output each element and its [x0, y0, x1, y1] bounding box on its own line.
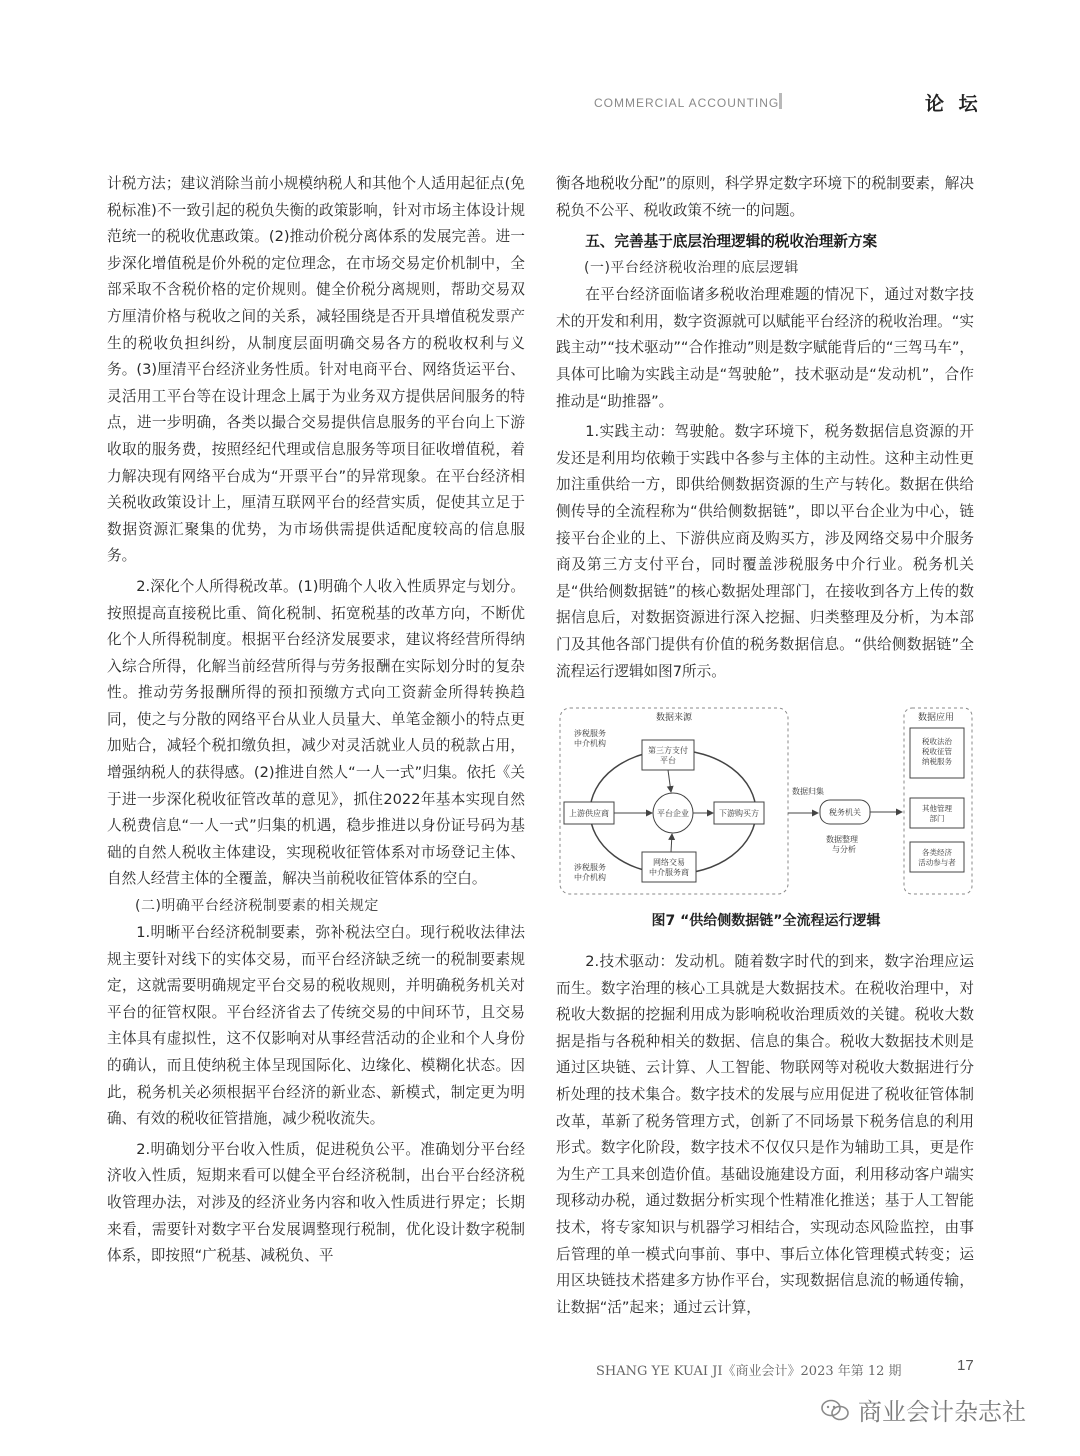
section-title: 论 坛	[925, 93, 982, 115]
watermark	[820, 1392, 1026, 1427]
section-heading: 五、完善基于底层治理逻辑的税收治理新方案	[585, 233, 878, 251]
data-analysis-label: 数据整理与分析	[826, 835, 858, 854]
figure-7-diagram	[556, 702, 976, 902]
figure-caption: 图7 “供给侧数据链”全流程运行逻辑	[651, 913, 881, 929]
upstream-label: 上游供应商	[569, 809, 609, 818]
left-column	[107, 171, 525, 1270]
paragraph: 1.明晰平台经济税制要素，弥补税法空白。现行税收法律法规主要针对线下的实体交易，而平台经济缺乏统一的税制要素规定，这就需要明确规定平台交易的税收规则，并明确税务机关对平台的征管权限。平台经济省去了传统交易的中间环节，且交易主体具有虚拟性，这不仅影响对从事经营活动的企业和个人身份的确认，而且使纳税主体呈现国际化、边缘化、模糊化状态。因此，税务机关必须根据平台经济的新业态、新模式，制定更为明确、有效的税收征管措施，减少税收流失。	[107, 924, 525, 1128]
data-collect-label: 数据归集	[792, 787, 824, 796]
node-app-participants	[910, 842, 964, 872]
tax-authority-label: 税务机关	[829, 808, 861, 817]
app-title: 数据应用	[918, 713, 955, 723]
node-network-agent	[642, 852, 696, 882]
svg-text:其他管理部门: 其他管理部门	[922, 804, 952, 823]
node-tax-agency-bottom: 涉税服务中介机构	[574, 863, 606, 882]
svg-text:网络交易中介服务商: 网络交易中介服务商	[649, 858, 689, 877]
paragraph: 1.实践主动：驾驶舱。数字环境下，税务数据信息资源的开发还是利用均依赖于实践中各参与主体的主动性。这种主动性更加注重供给一方，即供给侧数据资源的生产与转化。数据在供给侧传导的全流程称为“供给侧数据链”，即以平台企业为中心，链接平台企业的上、下游供应商及购买方，涉及网络交易中介服务商及第三方支付平台，同时覆盖涉税服务中介行业。税务机关是“供给侧数据链”的核心数据处理部门，在接收到各方上传的数据信息后，对数据资源进行深入挖掘、归类整理及分析，为本部门及其他各部门提供有价值的税务数据信息。“供给侧数据链”全流程运行逻辑如图7所示。	[556, 423, 974, 680]
paragraph: 衡各地税收分配”的原则，科学界定数字环境下的税制要素，解决税负不公平、税收政策不统一的问题。	[556, 175, 974, 219]
paragraph: 2.技术驱动：发动机。随着数字时代的到来，数字治理应运而生。数字治理的核心工具就是大数据技术。在税收治理中，对税收大数据的挖掘利用成为影响税收治理质效的关键。税收大数据是指与各税种相关的数据、信息的集合。税收大数据技术则是通过区块链、云计算、人工智能、物联网等对税收大数据进行分析处理的技术集合。数字技术的发展与应用促进了税收征管体制改革，革新了税务管理方式，创新了不同场景下税务信息的利用形式。数字化阶段，数字技术不仅仅只是作为辅助工具，更是作为生产工具来创造价值。基础设施建设方面，利用移动客户端实现移动办税，通过数据分析实现个性精准化推送；基于人工智能技术，将专家知识与机器学习相结合，实现动态风险监控，由事后管理的单一模式向事前、事中、事后立体化管理模式转变；运用区块链技术搭建多方协作平台，实现数据信息流的畅通传输，让数据“活”起来；通过云计算，	[556, 953, 974, 1316]
paragraph: 在平台经济面临诸多税收治理难题的情况下，通过对数字技术的开发和利用，数字资源就可以赋能平台经济的税收治理。“实践主动”“技术驱动”“合作推动”则是数字赋能背后的“三驾马车”，具体可比喻为实践主动是“驾驶舱”，技术驱动是“发动机”，合作推动是“助推器”。	[556, 286, 974, 410]
node-app-other-dept	[910, 798, 964, 828]
subsection-heading: (一)平台经济税收治理的底层逻辑	[584, 260, 799, 277]
right-column-lower	[556, 949, 974, 1321]
subsection-heading: (二)明确平台经济税制要素的相关规定	[135, 898, 379, 915]
paragraph: 2.明确划分平台收入性质，促进税负公平。准确划分平台经济收入性质，短期来看可以健全平台经济税制，出台平台经济税收管理办法，对涉及的经济业务内容和收入性质进行界定；长期来看，需要针对数字平台发展调整现行税制，优化设计数字税制体系，即按照“广税基、减税负、平	[107, 1140, 525, 1265]
journal-name-en: COMMERCIAL ACCOUNTING	[594, 96, 780, 110]
source-title: 数据来源	[656, 713, 693, 723]
svg-text:各类经济活动参与者: 各类经济活动参与者	[918, 848, 956, 867]
node-third-party-pay	[642, 740, 694, 770]
wechat-icon	[820, 1398, 850, 1422]
footer-journal: SHANG YE KUAI JI《商业会计》2023 年第 12 期	[596, 1364, 902, 1379]
svg-text:第三方支付平台: 第三方支付平台	[648, 746, 688, 765]
downstream-label: 下游购买方	[719, 809, 759, 818]
paragraph: 计税方法；建议消除当前小规模纳税人和其他个人适用起征点(免税标准)不一致引起的税负失衡的政策影响，针对市场主体设计规范统一的税收优惠政策。(2)推动价税分离体系的发展完善。进一步深化增值税是价外税的定位理念，在市场交易定价机制中，全部采取不含税价格的定价规则。健全价税分离规则，帮助交易双方厘清价格与税收之间的关系，减轻围绕是否开具增值税发票产生的税收负担纠纷，从制度层面明确交易各方的税收权利与义务。(3)厘清平台经济业务性质。针对电商平台、网络货运平台、灵活用工平台等在设计理念上属于为业务双方提供居间服务的特点，进一步明确，各类以撮合交易提供信息服务的平台向上下游收取的服务费，按照经纪代理或信息服务等项目征收增值税，着力解决现有网络平台成为“开票平台”的异常现象。在平台经济相关税收政策设计上，厘清互联网平台的经营实质，促使其立足于数据资源汇聚集的优势，为市场供需提供适配度较高的信息服务。	[107, 175, 525, 565]
node-tax-agency-top: 涉税服务中介机构	[574, 729, 606, 748]
right-column	[556, 171, 974, 685]
platform-label: 平台企业	[657, 809, 689, 818]
paragraph: 2.深化个人所得税改革。(1)明确个人收入性质界定与划分。按照提高直接税比重、简化税制、拓宽税基的改革方向，不断优化个人所得税制度。根据平台经济发展要求，建议将经营所得纳入综合所得，化解当前经营所得与劳务报酬在实际划分时的复杂性。推动劳务报酬所得的预扣预缴方式向工资薪金所得转换趋同，使之与分散的网络平台从业人员量大、单笔金额小的特点更加贴合，减轻个税扣缴负担，减少对灵活就业人员的税款占用，增强纳税人的获得感。(2)推进自然人“一人一式”归集。依托《关于进一步深化税收征管改革的意见》，抓住2022年基本实现自然人税费信息“一人一式”归集的机遇，稳步推进以身份证号码为基础的自然人税收主体建设，实现税收征管体系对市场登记主体、自然人经营主体的全覆盖，解决当前税收征管体系的空白。	[107, 577, 525, 888]
header-divider	[779, 93, 782, 109]
watermark-text: 商业会计杂志社	[858, 1398, 1026, 1426]
page-number: 17	[957, 1357, 974, 1374]
svg-text:税收法治税收征管纳税服务: 税收法治税收征管纳税服务	[922, 737, 952, 766]
